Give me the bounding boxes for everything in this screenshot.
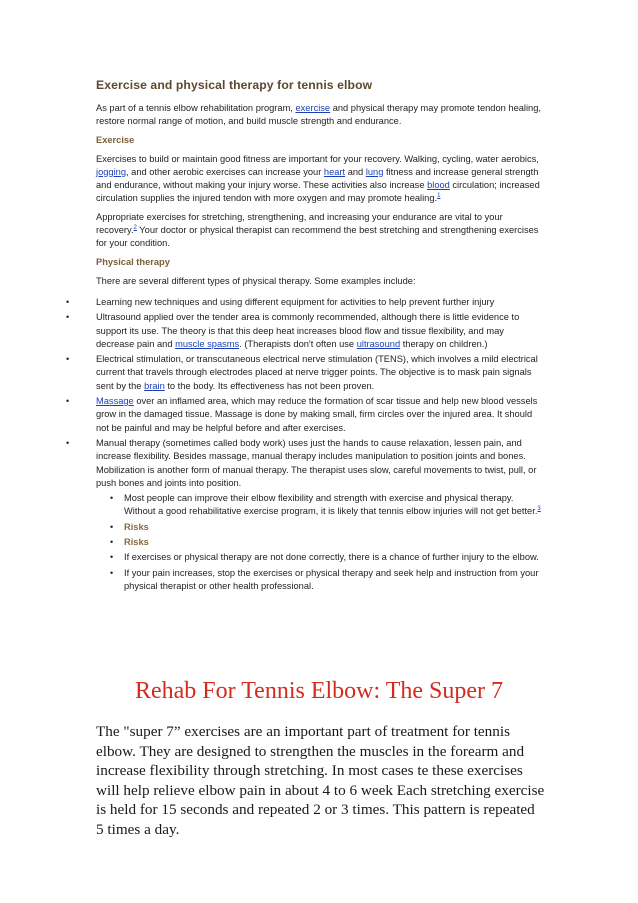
intro-text-1: As part of a tennis elbow rehabilitation program, xyxy=(96,103,296,113)
list-item-text: therapy on children.) xyxy=(400,338,488,349)
footnote-2-link[interactable]: 2 xyxy=(133,224,137,231)
list-item xyxy=(66,311,544,351)
sub-item-text: If exercises or physical therapy are not done correctly, there is a chance of further injury to the elbow. xyxy=(124,552,539,563)
bullet-icon: • xyxy=(66,437,70,448)
risks-heading: Risks xyxy=(124,537,149,548)
list-item-text: . (Therapists don't often use xyxy=(239,338,357,349)
ex-text-e: circulation; increased circulation supplies the injured tendon with more oxygen and may promote healing. xyxy=(96,180,540,204)
sub-list-item xyxy=(110,551,544,564)
list-item xyxy=(66,437,544,593)
sub-list-item xyxy=(110,536,544,549)
ex-text-d: fitness and increase general strength and endurance, without making your injury worse. These activities also increase xyxy=(96,166,539,191)
intro-paragraph xyxy=(96,102,544,129)
exercise-paragraph-1 xyxy=(96,153,544,206)
ex2-text-a: Appropriate exercises for stretching, strengthening, and increasing your endurance are vital to your recovery. xyxy=(96,211,503,236)
list-item-text: Manual therapy (sometimes called body work) uses just the hands to cause relaxation, lessen pain, and increase flexibility. Besides massage, manual therapy includes manipulation to position joints and bones. Mobilization is another form of manual therapy. The therapist uses slow, careful movements to twist, pull, or push bones and joints into position. xyxy=(96,437,537,488)
bullet-icon: • xyxy=(66,296,70,307)
sub-item-text: If your pain increases, stop the exercises or physical therapy and seek help and instruction from your physical therapist or other health professional. xyxy=(124,567,539,591)
pt-intro: There are several different types of physical therapy. Some examples include: xyxy=(96,275,416,286)
risks-heading: Risks xyxy=(124,521,149,532)
brain-link[interactable]: brain xyxy=(144,380,165,391)
bullet-icon: • xyxy=(66,354,70,365)
bullet-icon: • xyxy=(110,567,114,578)
exercise-link[interactable]: exercise xyxy=(295,103,331,113)
massage-link[interactable]: Massage xyxy=(96,396,134,407)
physical-therapy-heading: Physical therapy xyxy=(96,256,170,267)
page-title: Exercise and physical therapy for tennis elbow xyxy=(96,78,373,92)
section-heading: Rehab For Tennis Elbow: The Super 7 xyxy=(134,678,504,704)
sub-list-item xyxy=(110,567,544,594)
list-item xyxy=(66,296,544,309)
bullet-icon: • xyxy=(66,312,70,323)
ultrasound-link[interactable]: ultrasound xyxy=(356,338,401,349)
sub-list-item xyxy=(110,521,544,534)
sub-list-item xyxy=(110,492,544,519)
bullet-icon: • xyxy=(110,493,114,504)
article xyxy=(66,78,544,595)
bullet-icon: • xyxy=(110,521,114,532)
ex-text-a: Exercises to build or maintain good fitness are important for your recovery. Walking, cycling, water aerobics, xyxy=(96,153,539,164)
list-item-text: Learning new techniques and using different equipment for activities to help prevent further injury xyxy=(96,296,495,307)
lung-link[interactable]: lung xyxy=(365,166,384,177)
list-item-text: Ultrasound applied over the tender area is commonly recommended, although there is little evidence to support its use. The theory is that this deep heat increases blood flow and tissue flexibility, and may decrease pain and xyxy=(96,312,520,349)
list-item-text: Electrical stimulation, or transcutaneous electrical nerve stimulation (TENS), which involves a mild electrical current that travels through electrodes placed at nerve trigger points. The objective is to mask pain signals sent by the xyxy=(96,354,538,391)
intro-text-2: and physical therapy may promote tendon healing, restore normal range of motion, and build muscle strength and endurance. xyxy=(96,103,541,127)
ex-text-c: and xyxy=(345,166,366,177)
therapy-list xyxy=(66,296,544,593)
sub-list xyxy=(110,492,544,593)
list-item-text: over an inflamed area, which may reduce the formation of scar tissue and help new blood vessels grow in the damaged tissue. Massage is done by making small, firm circles over the injured area. It should not be painful and may be helpful before and after exercises. xyxy=(96,396,538,433)
heart-link[interactable]: heart xyxy=(323,166,346,177)
bullet-icon: • xyxy=(110,537,114,548)
muscle-spasms-link[interactable]: muscle spasms xyxy=(175,338,240,349)
exercise-paragraph-2 xyxy=(96,211,544,251)
footnote-1-link[interactable]: 1 xyxy=(437,193,441,200)
ex-text-b: , and other aerobic exercises can increase your xyxy=(125,166,324,177)
bullet-icon: • xyxy=(110,552,114,563)
bullet-icon: • xyxy=(66,396,70,407)
list-item xyxy=(66,353,544,393)
ex2-text-b: Your doctor or physical therapist can recommend the best stretching and strengthening exercises for your condition. xyxy=(96,225,539,249)
exercise-heading: Exercise xyxy=(96,134,135,145)
list-item xyxy=(66,395,544,435)
footnote-3-link[interactable]: 3 xyxy=(537,506,541,513)
jogging-link[interactable]: jogging xyxy=(96,166,126,177)
sub-item-text: Most people can improve their elbow flexibility and strength with exercise and physical therapy. Without a good rehabilitative exercise program, it is likely that tennis elbow injuries will not get better. xyxy=(124,493,538,517)
list-item-text: to the body. Its effectiveness has not been proven. xyxy=(164,380,375,391)
blood-link[interactable]: blood xyxy=(427,180,450,191)
section-body: The "super 7” exercises are an important part of treatment for tennis elbow. They are designed to strengthen the muscles in the forearm and increase flexibility through stretching. In most cases te these exercises will help relieve elbow pain in about 4 to 6 week Each stretching exercise is held for 15 seconds and repeated 2 or 3 times. This pattern is repeated 5 times a day. xyxy=(96,723,545,838)
